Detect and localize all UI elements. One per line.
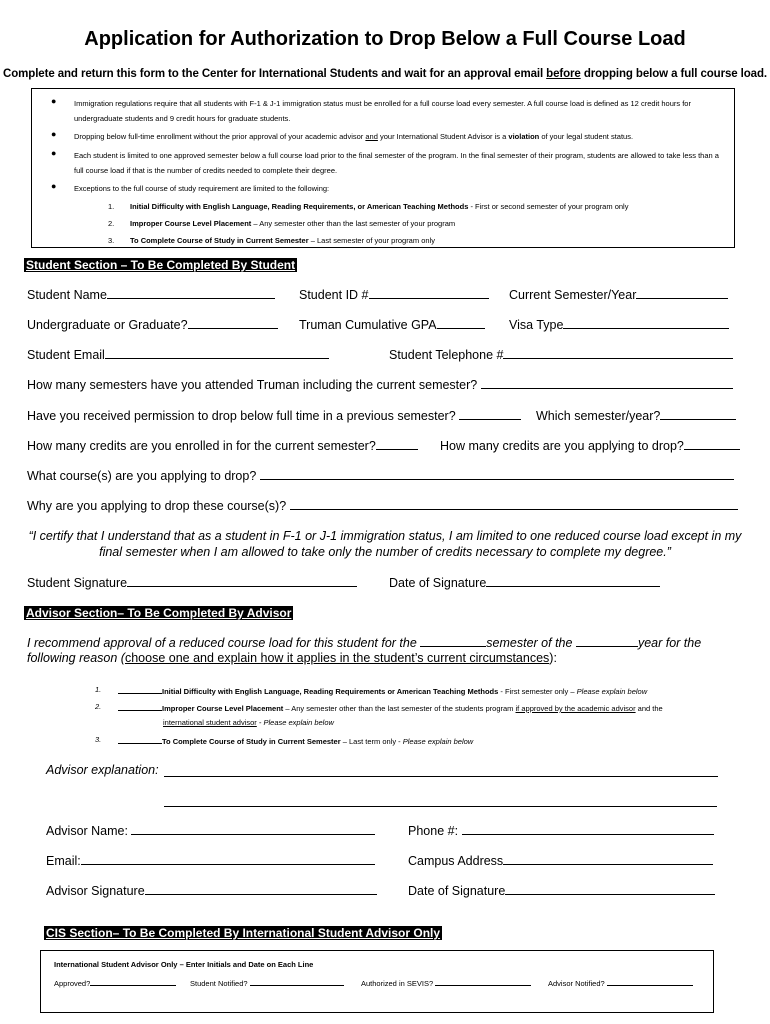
student-name-field[interactable] bbox=[27, 287, 275, 302]
fill-line[interactable] bbox=[376, 438, 418, 450]
field-label: Student Signature bbox=[27, 576, 128, 590]
field-label: Advisor Name: bbox=[46, 824, 128, 838]
fill-line[interactable] bbox=[145, 883, 377, 895]
field-label: Undergraduate or Graduate? bbox=[27, 318, 188, 332]
advisor-notified-field[interactable] bbox=[548, 977, 693, 988]
option-detail: – Last term only - bbox=[340, 737, 403, 746]
option-note: Please explain below bbox=[402, 737, 474, 746]
advisor-section-heading: Advisor Section– To Be Completed By Advisor bbox=[26, 606, 292, 620]
field-label: Advisor Signature bbox=[46, 884, 145, 898]
explanation-fill-line[interactable] bbox=[164, 794, 717, 807]
field-label: Student Telephone # bbox=[389, 348, 504, 362]
field-label: Email: bbox=[46, 854, 81, 868]
subtitle-pre: Complete and return this form to the Center for International Students and wait for an approval email bbox=[3, 68, 547, 80]
current-semester-field[interactable] bbox=[509, 287, 728, 302]
exception-title: Initial Difficulty with English Language, Reading Requirements, or American Teaching Methods bbox=[130, 202, 469, 211]
semester-fill-line[interactable] bbox=[420, 635, 486, 647]
field-label: Truman Cumulative GPA bbox=[299, 318, 437, 332]
certification-statement: “I certify that I understand that as a student in F-1 or J-1 immigration status, I am limited to one reduced course load except in my final semester when I am allowed to take only the number of credits necessary to complete my degree.” bbox=[28, 529, 742, 559]
rule-one-semester: Each student is limited to one approved semester below a full course load prior to the final semester of the program. In the final semester of their program, students are allowed to take less than a full course load if that is the number of credits needed to complete their degree. bbox=[74, 151, 719, 175]
rule-text: your International Student Advisor is a bbox=[377, 132, 509, 141]
rule-full-course-load: Immigration regulations require that all students with F-1 & J-1 immigration status must be enrolled for a full course load every semester. A full course load is defined as 12 credit hours for undergraduate students and 9 credit hours for graduate students. bbox=[74, 99, 691, 123]
field-label: Advisor Notified? bbox=[548, 979, 605, 988]
exception-number: 1. bbox=[108, 202, 115, 211]
advisor-email-field[interactable] bbox=[46, 853, 375, 868]
option-title: Improper Course Level Placement bbox=[162, 704, 284, 713]
rec-text: ): bbox=[549, 651, 557, 665]
rec-text: following reason ( bbox=[27, 651, 125, 665]
option-fill-line[interactable] bbox=[118, 702, 162, 711]
fill-line[interactable] bbox=[188, 317, 278, 329]
advisor-signature-field[interactable] bbox=[46, 883, 377, 898]
field-label: Student Notified? bbox=[190, 979, 248, 988]
option-note: Please explain below bbox=[576, 687, 648, 696]
advisor-name-field[interactable] bbox=[46, 823, 375, 838]
student-id-field[interactable] bbox=[299, 287, 489, 302]
fill-line[interactable] bbox=[459, 408, 521, 420]
gpa-field[interactable] bbox=[299, 317, 485, 332]
option-title: To Complete Course of Study in Current Semester bbox=[162, 737, 341, 746]
cis-section-heading: CIS Section– To Be Completed By International Student Advisor Only bbox=[46, 926, 441, 940]
bullet-icon: ● bbox=[51, 148, 57, 158]
student-email-field[interactable] bbox=[27, 347, 329, 362]
fill-line[interactable] bbox=[636, 287, 728, 299]
fill-line[interactable] bbox=[81, 853, 375, 865]
rule-and: and bbox=[365, 132, 378, 141]
option-number: 3. bbox=[95, 735, 102, 744]
exception-title: To Complete Course of Study in Current Semester bbox=[130, 236, 309, 245]
option-fill-line[interactable] bbox=[118, 735, 162, 744]
fill-line[interactable] bbox=[481, 377, 733, 389]
visa-type-field[interactable] bbox=[509, 317, 729, 332]
fill-line[interactable] bbox=[437, 317, 485, 329]
undergrad-grad-field[interactable] bbox=[27, 317, 278, 332]
field-label: Visa Type bbox=[509, 318, 564, 332]
option-fill-line[interactable] bbox=[118, 685, 162, 694]
exception-detail: – Any semester other than the last semester of your program bbox=[251, 219, 456, 228]
field-label: Approved? bbox=[54, 979, 91, 988]
exception-item bbox=[130, 236, 435, 245]
fill-line[interactable] bbox=[369, 287, 489, 299]
exception-number: 2. bbox=[108, 219, 115, 228]
fill-line[interactable] bbox=[660, 408, 736, 420]
field-label: Why are you applying to drop these course(s)? bbox=[27, 499, 287, 513]
exception-detail: – Last semester of your program only bbox=[308, 236, 435, 245]
option-number: 1. bbox=[95, 685, 102, 694]
field-label: Date of Signature bbox=[408, 884, 506, 898]
credits-drop-field[interactable] bbox=[440, 438, 740, 453]
subtitle-post: dropping below a full course load. bbox=[580, 68, 767, 80]
rule-exceptions: Exceptions to the full course of study requirement are limited to the following: bbox=[74, 184, 330, 193]
fill-line[interactable] bbox=[290, 498, 738, 510]
option-title: Initial Difficulty with English Language, Reading Requirements or American Teaching Methods bbox=[162, 687, 499, 696]
campus-address-field[interactable] bbox=[408, 853, 713, 868]
field-label: Student Name bbox=[27, 288, 107, 302]
fill-line[interactable] bbox=[503, 853, 713, 865]
option-improper-placement-cont bbox=[163, 718, 334, 727]
exception-number: 3. bbox=[108, 236, 115, 245]
field-label: Student ID # bbox=[299, 288, 369, 302]
drop-reason-field[interactable] bbox=[27, 498, 738, 513]
rule-text: of your legal student status. bbox=[539, 132, 634, 141]
option-condition: international student advisor bbox=[163, 718, 257, 727]
previous-permission-field[interactable] bbox=[27, 408, 521, 423]
rec-text: year for the bbox=[637, 636, 702, 650]
cis-box-title: International Student Advisor Only – Enter Initials and Date on Each Line bbox=[54, 960, 314, 969]
sevis-field[interactable] bbox=[361, 977, 531, 988]
field-label: Authorized in SEVIS? bbox=[361, 979, 434, 988]
field-label: Phone #: bbox=[408, 824, 459, 838]
bullet-icon: ● bbox=[51, 129, 57, 139]
fill-line[interactable] bbox=[131, 823, 375, 835]
rule-violation bbox=[74, 129, 724, 144]
advisor-phone-field[interactable] bbox=[408, 823, 714, 838]
advisor-explanation-label: Advisor explanation: bbox=[46, 763, 159, 777]
option-improper-placement[interactable] bbox=[118, 702, 663, 713]
field-label: Current Semester/Year bbox=[509, 288, 637, 302]
fill-line[interactable] bbox=[486, 575, 660, 587]
field-label: Which semester/year? bbox=[536, 409, 661, 423]
fill-line[interactable] bbox=[505, 883, 715, 895]
rule-text: Dropping below full-time enrollment without the prior approval of your academic advisor bbox=[74, 132, 366, 141]
fill-line[interactable] bbox=[260, 468, 734, 480]
fill-line[interactable] bbox=[90, 977, 176, 986]
option-complete-course[interactable] bbox=[118, 735, 473, 746]
fill-line[interactable] bbox=[503, 347, 733, 359]
option-number: 2. bbox=[95, 702, 102, 711]
courses-drop-field[interactable] bbox=[27, 468, 734, 483]
exception-detail: - First or second semester of your program only bbox=[468, 202, 629, 211]
fill-line[interactable] bbox=[462, 823, 714, 835]
field-label: Campus Address bbox=[408, 854, 504, 868]
explanation-fill-line[interactable] bbox=[164, 764, 718, 777]
approved-field[interactable] bbox=[54, 977, 176, 988]
subtitle-emphasis: before bbox=[546, 68, 581, 80]
option-detail: and the bbox=[635, 704, 663, 713]
rule-violation-word: violation bbox=[508, 132, 540, 141]
fill-line[interactable] bbox=[250, 977, 344, 986]
field-label: How many credits are you enrolled in for the current semester? bbox=[27, 439, 376, 453]
field-label: How many semesters have you attended Truman including the current semester? bbox=[27, 378, 478, 392]
student-section-heading: Student Section – To Be Completed By Student bbox=[26, 258, 296, 272]
rec-instructions: choose one and explain how it applies in the student’s current circumstances bbox=[124, 651, 550, 665]
student-notified-field[interactable] bbox=[190, 977, 344, 988]
option-condition: if approved by the academic advisor bbox=[515, 704, 636, 713]
bullet-icon: ● bbox=[51, 96, 57, 106]
page-title: Application for Authorization to Drop Below a Full Course Load bbox=[84, 28, 686, 50]
fill-line[interactable] bbox=[127, 575, 357, 587]
fill-line[interactable] bbox=[607, 977, 693, 986]
fill-line[interactable] bbox=[107, 287, 275, 299]
student-signature-field[interactable] bbox=[27, 575, 357, 590]
exception-item bbox=[130, 202, 628, 211]
option-initial-difficulty[interactable] bbox=[118, 685, 647, 696]
fill-line[interactable] bbox=[563, 317, 729, 329]
advisor-date-field[interactable] bbox=[408, 883, 715, 898]
fill-line[interactable] bbox=[105, 347, 329, 359]
field-label: What course(s) are you applying to drop? bbox=[27, 469, 257, 483]
field-label: Student Email bbox=[27, 348, 105, 362]
field-label: Have you received permission to drop below full time in a previous semester? bbox=[27, 409, 456, 423]
bullet-icon: ● bbox=[51, 181, 57, 191]
which-semester-field[interactable] bbox=[536, 408, 736, 423]
instructions-subtitle bbox=[0, 68, 770, 80]
rec-text: semester of the bbox=[486, 636, 573, 650]
credits-enrolled-field[interactable] bbox=[27, 438, 418, 453]
student-telephone-field[interactable] bbox=[389, 347, 733, 362]
student-date-field[interactable] bbox=[389, 575, 660, 590]
option-detail: - First semester only – bbox=[498, 687, 577, 696]
fill-line[interactable] bbox=[684, 438, 740, 450]
semesters-attended-field[interactable] bbox=[27, 377, 733, 392]
exception-item bbox=[130, 219, 455, 228]
year-fill-line[interactable] bbox=[576, 635, 638, 647]
option-note: - Please explain below bbox=[256, 718, 334, 727]
recommendation-line-2 bbox=[27, 651, 557, 665]
fill-line[interactable] bbox=[435, 977, 531, 986]
recommendation-line-1 bbox=[27, 635, 701, 650]
field-label: How many credits are you applying to drop? bbox=[440, 439, 684, 453]
field-label: Date of Signature bbox=[389, 576, 487, 590]
rec-text: I recommend approval of a reduced course load for this student for the bbox=[27, 636, 417, 650]
option-detail: – Any semester other than the last semester of the students program bbox=[283, 704, 516, 713]
exception-title: Improper Course Level Placement bbox=[130, 219, 252, 228]
